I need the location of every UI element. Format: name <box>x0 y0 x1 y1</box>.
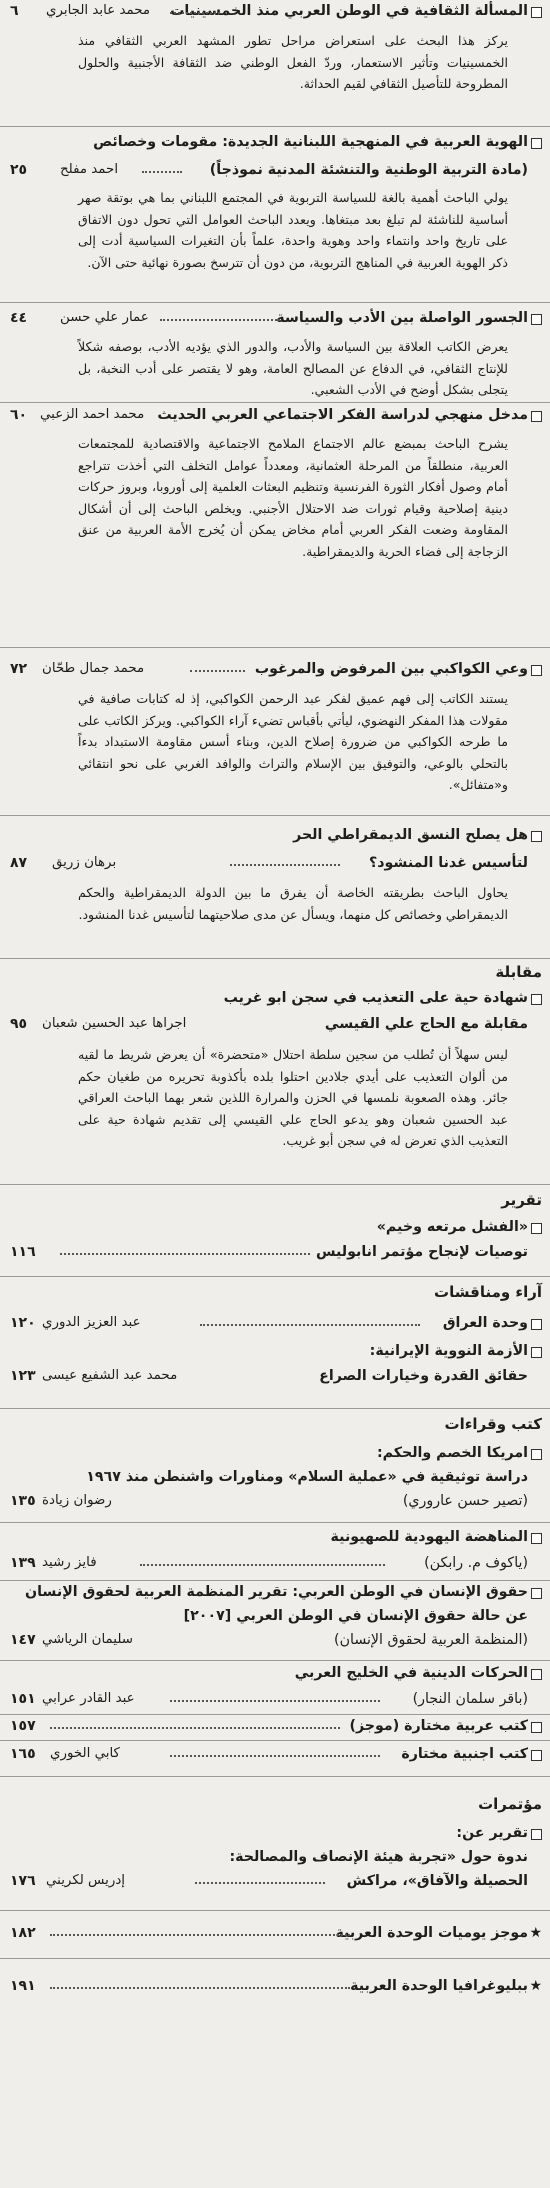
dot-leader <box>140 1564 385 1566</box>
article-author: محمد جمال طحّان <box>42 661 145 676</box>
article-title[interactable]: موجز يوميات الوحدة العربية <box>335 1925 528 1941</box>
entry-marker-icon <box>531 314 542 325</box>
book-author: (باقر سلمان النجار) <box>412 1691 528 1707</box>
article-author: عبد العزيز الدوري <box>42 1315 141 1330</box>
article-abstract: ليس سهلاً أن تُطلب من سجين سلطة احتلال «متحضرة» أن يعرض شريط ما لقيه من ألوان التعذيب على أيدي جلادين احتلوا بلده بأكذوبة تحريره من طغيان حكم جائر. وهذه الصعوبة نلمسها في الحزن والمرارة اللذين شعر بهما الباحث العراقي عبد الحسين شعبان وهو يدعو الحاج علي القيسي إلى تقديم شهادة حية على التعذيب الذي تعرض له في سجن أبو غريب. <box>78 1047 508 1148</box>
dot-leader <box>60 1253 310 1255</box>
divider <box>0 1408 550 1409</box>
entry-marker-icon <box>531 411 542 422</box>
article-title[interactable]: الجسور الواصلة بين الأدب والسياسة <box>276 310 528 326</box>
article-author: احمد مفلح <box>60 162 119 177</box>
divider <box>0 1740 550 1741</box>
entry-marker-icon <box>531 1669 542 1680</box>
page-number: ١٥١ <box>10 1691 36 1707</box>
section-heading: تقرير <box>501 1191 542 1209</box>
article-abstract: يولي الباحث أهمية بالغة للسياسة التربوية في المجتمع اللبناني بما هي بوتقة صهر أساسية للناشئة لم تبلغ بعد مبتغاها. ويعدد الباحث العوامل التي تحول دون الاتفاق على تاريخ واحد وانتماء واحد وهوية واحدة، علماً بأن التغيرات السياسية أدت إلى ذكر الهوية العربية في المناهج التربوية، من دون أن تترسخ بصورة نهائية حتى الآن. <box>78 190 508 270</box>
divider <box>0 1276 550 1277</box>
entry-marker-icon <box>531 1750 542 1761</box>
page-number: ١٣٥ <box>10 1493 36 1509</box>
divider <box>0 402 550 403</box>
divider <box>0 1522 550 1523</box>
section-heading: آراء ومناقشات <box>434 1283 542 1301</box>
article-title[interactable]: مدخل منهجي لدراسة الفكر الاجتماعي العربي الحديث <box>157 407 528 423</box>
page-number: ١١٦ <box>10 1244 36 1260</box>
article-abstract: يحاول الباحث بطريقته الخاصة أن يفرق ما بين الدولة الديمقراطية والحكم الديمقراطي وخصائص كل منهما، ويسأل عن مدى صلاحيتهما لتأسيس غدنا المنشود. <box>78 885 508 922</box>
page-number: ٦ <box>10 3 19 19</box>
entry-marker-icon <box>531 1223 542 1234</box>
entry-marker-icon <box>531 138 542 149</box>
dot-leader <box>170 1700 380 1702</box>
article-title[interactable]: امريكا الخصم والحكم: <box>376 1445 528 1461</box>
article-title[interactable]: هل يصلح النسق الديمقراطي الحر <box>293 827 528 843</box>
article-title-continued[interactable]: عن حالة حقوق الإنسان في الوطن العربي [٢٠٠٧] <box>183 1608 528 1624</box>
divider <box>0 647 550 648</box>
article-title[interactable]: المناهضة اليهودية للصهيونية <box>330 1529 528 1545</box>
page-number: ١٣٩ <box>10 1555 36 1571</box>
article-abstract: يستند الكاتب إلى فهم عميق لفكر عبد الرحمن الكواكبي، إذ له كتابات صافية في مقولات هذا المفكر النهضوي، ليأتي بأقباس تضيء آراء الكواكبي. ويركز الكاتب على ما طرحه الكواكبي من ضرورة إصلاح الدين، وبناء أسس مقاومة الاستبداد بدءاً بالتحلي بالوعي، والتوفيق بين الإسلام والتراث والوافد الغربي على نحو انتقائي و«متفائل». <box>78 691 508 792</box>
entry-marker-icon <box>531 1588 542 1599</box>
page-number: ١٦٥ <box>10 1746 36 1762</box>
dot-leader <box>170 12 220 14</box>
page-number: ٦٠ <box>10 407 28 423</box>
page-number: ١٢٠ <box>10 1315 36 1331</box>
entry-marker-icon <box>531 1319 542 1330</box>
star-icon: ★ <box>529 1925 542 1941</box>
article-title-continued[interactable]: توصيات لإنجاح مؤتمر انابوليس <box>315 1244 528 1260</box>
entry-marker-icon <box>531 1449 542 1460</box>
page-number: ١٧٦ <box>10 1873 36 1889</box>
article-title[interactable]: تقرير عن: <box>456 1825 528 1841</box>
dot-leader <box>50 1727 340 1729</box>
page-number: ١٥٧ <box>10 1718 36 1734</box>
article-title[interactable]: كتب عربية مختارة (موجز) <box>349 1718 528 1734</box>
divider <box>0 1958 550 1959</box>
section-heading: كتب وقراءات <box>444 1415 542 1433</box>
page-number: ٧٢ <box>10 661 28 677</box>
dot-leader <box>195 1882 325 1884</box>
divider <box>0 1776 550 1777</box>
page-number: ٢٥ <box>10 162 28 178</box>
article-abstract: يشرح الباحث بمبضع عالم الاجتماع الملامح الاجتماعية والاقتصادية للمجتمعات العربية، منطلقاً من المرحلة العثمانية، ومعدداً عوامل التخلف التي أخذت تتراجع أمام وصول أفكار الثورة الفرنسية وتنظيم البعثات العلمية إلى أوروبا، وبروز حركات دينية إصلاحية وقيام ثورات ضد الاحتلال الأجنبي. ويخلص الباحث إلى أن أشكال المقاومة وضعت الفكر العربي أمام مخاض يمكن أن يُخرج الأمة العربية من عنق الزجاجة إلى فضاء الحرية والديمقراطية. <box>78 436 508 559</box>
page-number: ١٨٢ <box>10 1925 36 1941</box>
dot-leader <box>170 1755 380 1757</box>
entry-marker-icon <box>531 1829 542 1840</box>
entry-marker-icon <box>531 1533 542 1544</box>
article-title[interactable]: وحدة العراق <box>442 1315 528 1331</box>
article-title-continued[interactable]: لتأسيس غدنا المنشود؟ <box>369 855 528 871</box>
page-number: ٨٧ <box>10 855 28 871</box>
divider <box>0 815 550 816</box>
article-title[interactable]: شهادة حية على التعذيب في سجن ابو غريب <box>223 990 528 1006</box>
page-number: ١٩١ <box>10 1978 36 1994</box>
dot-leader <box>50 1934 350 1936</box>
divider <box>0 126 550 127</box>
article-title-continued[interactable]: حقائق القدرة وخيارات الصراع <box>319 1368 528 1384</box>
article-title-continued[interactable]: دراسة توثيقية في «عملية السلام» ومناورات واشنطن منذ ١٩٦٧ <box>86 1469 528 1485</box>
article-title[interactable]: الأزمة النووية الإيرانية: <box>369 1343 528 1359</box>
article-abstract: يركز هذا البحث على استعراض مراحل تطور المشهد العربي الثقافي منذ الخمسينيات وتأثير الاستعمار، وردّ الفعل الوطني ضد الثقافة الأجنبية والحلول المطروحة للتأصيل الثقافي لقيم الحداثة. <box>78 33 508 91</box>
article-author: فايز رشيد <box>42 1555 97 1570</box>
page-number: ١٢٣ <box>10 1368 36 1384</box>
entry-marker-icon <box>531 1347 542 1358</box>
book-author: (ياكوف م. رابكن) <box>424 1555 528 1571</box>
dot-leader <box>50 1987 350 1989</box>
article-title-continued[interactable]: ندوة حول «تجربة هيئة الإنصاف والمصالحة: <box>229 1849 528 1865</box>
dot-leader <box>230 864 340 866</box>
section-heading: مقابلة <box>495 963 542 981</box>
article-author: إدريس لكريني <box>46 1873 125 1888</box>
divider <box>0 1184 550 1185</box>
article-author: محمد عبد الشفيع عيسى <box>42 1368 178 1383</box>
article-title[interactable]: «الفشل مرتعه وخيم» <box>376 1219 528 1235</box>
page-number: ٤٤ <box>10 310 28 326</box>
article-author: عمار علي حسن <box>60 310 149 325</box>
article-author: عبد القادر عرابي <box>42 1691 135 1706</box>
article-title-continued[interactable]: (مادة التربية الوطنية والتنشئة المدنية نموذجاً) <box>209 162 528 178</box>
book-author: (المنظمة العربية لحقوق الإنسان) <box>334 1632 528 1648</box>
dot-leader <box>142 171 182 173</box>
article-author: كابي الخوري <box>50 1746 120 1761</box>
divider <box>0 1910 550 1911</box>
entry-marker-icon <box>531 665 542 676</box>
page-number: ١٤٧ <box>10 1632 36 1648</box>
article-author: اجراها عبد الحسين شعبان <box>42 1016 187 1031</box>
article-title[interactable]: ببليوغرافيا الوحدة العربية <box>350 1978 528 1994</box>
article-title[interactable]: حقوق الإنسان في الوطن العربي: تقرير المنظمة العربية لحقوق الإنسان <box>25 1584 528 1600</box>
article-author: سليمان الرياشي <box>42 1632 133 1647</box>
page-number: ٩٥ <box>10 1016 28 1032</box>
article-author: محمد احمد الزعبي <box>40 407 145 422</box>
divider <box>0 958 550 959</box>
article-title[interactable]: المسألة الثقافية في الوطن العربي منذ الخمسينيات <box>170 3 528 19</box>
entry-marker-icon <box>531 1722 542 1733</box>
dot-leader <box>190 670 245 672</box>
article-title-continued[interactable]: مقابلة مع الحاج علي القيسي <box>324 1016 528 1032</box>
entry-marker-icon <box>531 994 542 1005</box>
entry-marker-icon <box>531 7 542 18</box>
star-icon: ★ <box>529 1978 542 1994</box>
section-heading: مؤتمرات <box>478 1795 542 1813</box>
divider <box>0 302 550 303</box>
article-author: محمد عابد الجابري <box>46 3 151 18</box>
entry-marker-icon <box>531 831 542 842</box>
article-title-continued[interactable]: الحصيلة والآفاق»، مراكش <box>346 1873 528 1889</box>
book-translator: (تصير حسن عاروري) <box>402 1493 528 1509</box>
article-author: برهان زريق <box>52 855 117 870</box>
article-title[interactable]: وعي الكواكبي بين المرفوض والمرغوب <box>254 661 528 677</box>
article-title[interactable]: الهوية العربية في المنهجية اللبنانية الجديدة: مقومات وخصائص <box>93 134 528 150</box>
article-title[interactable]: كتب اجنبية مختارة <box>401 1746 528 1762</box>
divider <box>0 1660 550 1661</box>
article-title[interactable]: الحركات الدينية في الخليج العربي <box>294 1665 528 1681</box>
article-author: رضوان زيادة <box>42 1493 112 1508</box>
article-abstract: يعرض الكاتب العلاقة بين السياسة والأدب، والدور الذي يؤديه الأدب، بوصفه شكلاً للإنتاج الثقافي، في الدفاع عن المصالح العامة، وهو لا يقتصر على أدب النخبة، بل يتجلى بشكل أوضح في الأدب الشعبي. <box>78 339 508 397</box>
dot-leader <box>200 1324 420 1326</box>
dot-leader <box>160 319 280 321</box>
